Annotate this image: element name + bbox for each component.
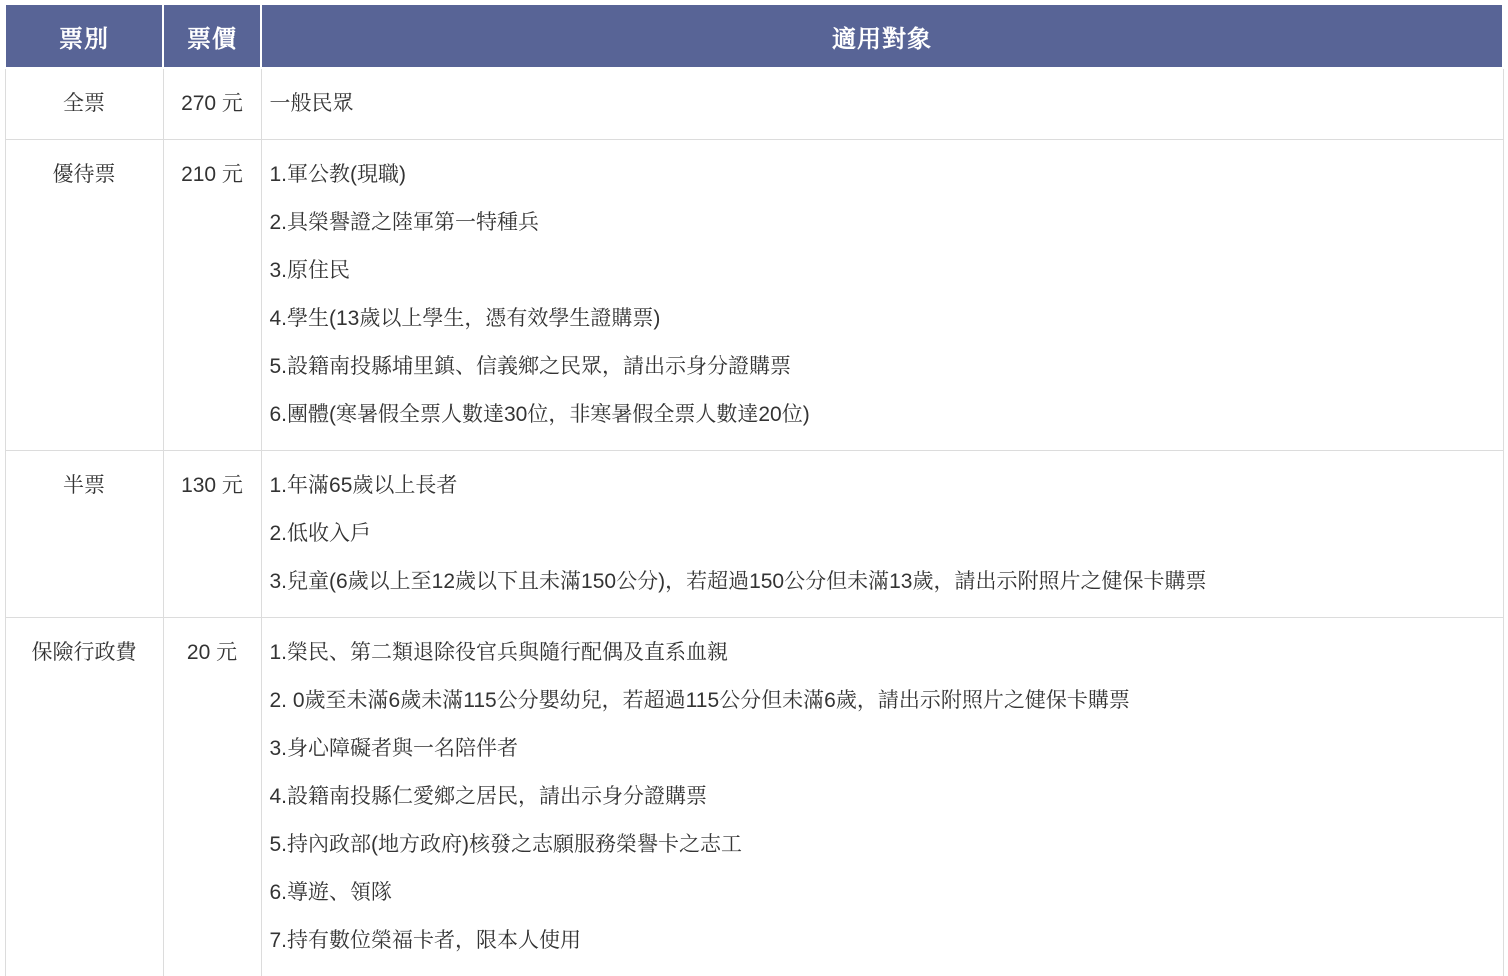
eligibility-item: 3.身心障礙者與一名陪伴者 — [269, 737, 519, 760]
table-row — [5, 451, 1503, 618]
header-ticket-price: 票價 — [163, 4, 261, 68]
eligibility-item: 5.持內政部(地方政府)核發之志願服務榮譽卡之志工 — [269, 833, 742, 856]
table-header — [5, 4, 1503, 68]
eligibility-cell — [261, 68, 1503, 140]
eligibility-item: 1.榮民、第二類退除役官兵與隨行配偶及直系血親 — [269, 641, 729, 664]
ticket-type-cell: 優待票 — [5, 140, 163, 451]
eligibility-cell — [261, 451, 1503, 618]
eligibility-item: 1.軍公教(現職) — [269, 163, 406, 186]
ticket-price-cell: 20 元 — [163, 618, 261, 976]
table-row — [5, 68, 1503, 140]
ticket-type-cell: 全票 — [5, 68, 163, 140]
eligibility-item: 6.團體(寒暑假全票人數達30位，非寒暑假全票人數達20位) — [269, 403, 810, 426]
header-ticket-type: 票別 — [5, 4, 163, 68]
eligibility-item: 2. 0歲至未滿6歲未滿115公分嬰幼兒，若超過115公分但未滿6歲，請出示附照片之健保卡購票 — [269, 689, 1130, 712]
header-eligibility: 適用對象 — [261, 4, 1503, 68]
ticket-type-cell: 半票 — [5, 451, 163, 618]
ticket-type-cell: 保險行政費 — [5, 618, 163, 976]
eligibility-item: 3.兒童(6歲以上至12歲以下且未滿150公分)，若超過150公分但未滿13歲，請出示附照片之健保卡購票 — [269, 570, 1207, 593]
table-row — [5, 618, 1503, 976]
eligibility-item: 4.設籍南投縣仁愛鄉之居民，請出示身分證購票 — [269, 785, 708, 808]
ticket-price-cell: 130 元 — [163, 451, 261, 618]
eligibility-item: 6.導遊、領隊 — [269, 881, 393, 904]
eligibility-cell — [261, 618, 1503, 976]
eligibility-item: 4.學生(13歲以上學生，憑有效學生證購票) — [269, 307, 661, 330]
eligibility-item: 2.低收入戶 — [269, 522, 372, 545]
eligibility-item: 2.具榮譽證之陸軍第一特種兵 — [269, 211, 540, 234]
eligibility-item: 一般民眾 — [269, 92, 354, 115]
ticket-price-cell: 270 元 — [163, 68, 261, 140]
eligibility-cell — [261, 140, 1503, 451]
eligibility-item: 1.年滿65歲以上長者 — [269, 474, 458, 497]
header-row — [5, 4, 1503, 68]
table-body — [5, 68, 1503, 976]
eligibility-item: 5.設籍南投縣埔里鎮、信義鄉之民眾，請出示身分證購票 — [269, 355, 792, 378]
table-row — [5, 140, 1503, 451]
ticket-price-cell: 210 元 — [163, 140, 261, 451]
eligibility-item: 7.持有數位榮福卡者，限本人使用 — [269, 929, 582, 952]
ticket-price-table — [4, 3, 1504, 976]
eligibility-item: 3.原住民 — [269, 259, 351, 282]
